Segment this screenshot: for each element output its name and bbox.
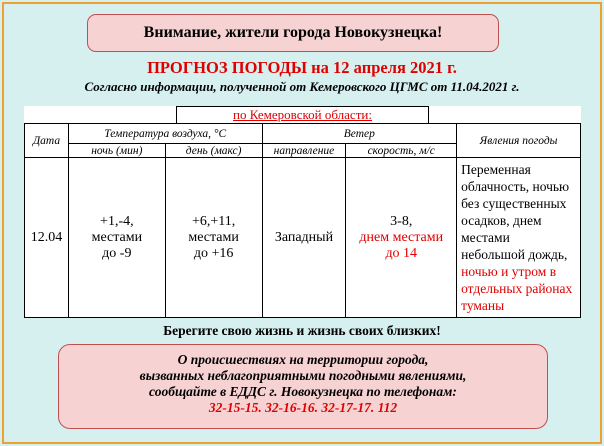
day-line-3: до +16 xyxy=(193,245,234,261)
banner-text: Внимание, жители города Новокузнецка! xyxy=(143,24,443,41)
cell-speed xyxy=(346,158,457,318)
day-line-2: местами xyxy=(188,229,239,245)
speed-line-2: днем местами xyxy=(359,229,444,245)
night-line-2: местами xyxy=(91,229,143,245)
emergency-info-box xyxy=(58,344,548,429)
header-date: Дата xyxy=(25,124,69,158)
appeal-text: Берегите свою жизнь и жизнь своих близких! xyxy=(163,323,441,338)
phenomena-text: Переменная облачность, ночью без существенных осадков, днем местами небольшой дождь, xyxy=(461,162,570,262)
header-direction: направление xyxy=(262,144,346,158)
header-wind: Ветер xyxy=(262,124,457,144)
warning-banner xyxy=(87,14,499,52)
speed-line-1: 3-8, xyxy=(390,213,413,229)
cell-phenomena xyxy=(457,158,581,318)
source-line: Согласно информации, полученной от Кемеровского ЦГМС от 11.04.2021 г. xyxy=(84,79,520,94)
header-speed: скорость, м/с xyxy=(346,144,457,158)
header-night: ночь (мин) xyxy=(68,144,165,158)
forecast-table xyxy=(24,106,581,318)
night-line-3: до -9 xyxy=(102,245,132,261)
phenomena-red-text: ночью и утром в отдельных районах туманы xyxy=(461,264,573,313)
cell-direction: Западный xyxy=(262,158,346,318)
phone-numbers: 32-15-15. 32-16-16. 32-17-17. 112 xyxy=(208,400,398,415)
region-row xyxy=(25,106,581,124)
day-line-1: +6,+11, xyxy=(191,213,236,229)
region-label: по Кемеровской области: xyxy=(233,107,372,122)
night-line-1: +1,-4, xyxy=(100,213,134,229)
speed-line-3: до 14 xyxy=(385,245,418,261)
cell-day xyxy=(165,158,262,318)
forecast-title: ПРОГНОЗ ПОГОДЫ на 12 апреля 2021 г. xyxy=(147,58,457,77)
header-temperature: Температура воздуха, °С xyxy=(68,124,262,144)
cell-date: 12.04 xyxy=(25,158,69,318)
info-line-1: О происшествиях на территории города, xyxy=(177,352,429,367)
cell-night xyxy=(68,158,165,318)
header-day: день (макс) xyxy=(165,144,262,158)
info-line-2: вызванных неблагоприятными погодными явлениями, xyxy=(139,368,467,383)
info-line-3: сообщайте в ЕДДС г. Новокузнецка по телефонам: xyxy=(149,384,457,399)
header-phenomena: Явления погоды xyxy=(457,124,581,158)
